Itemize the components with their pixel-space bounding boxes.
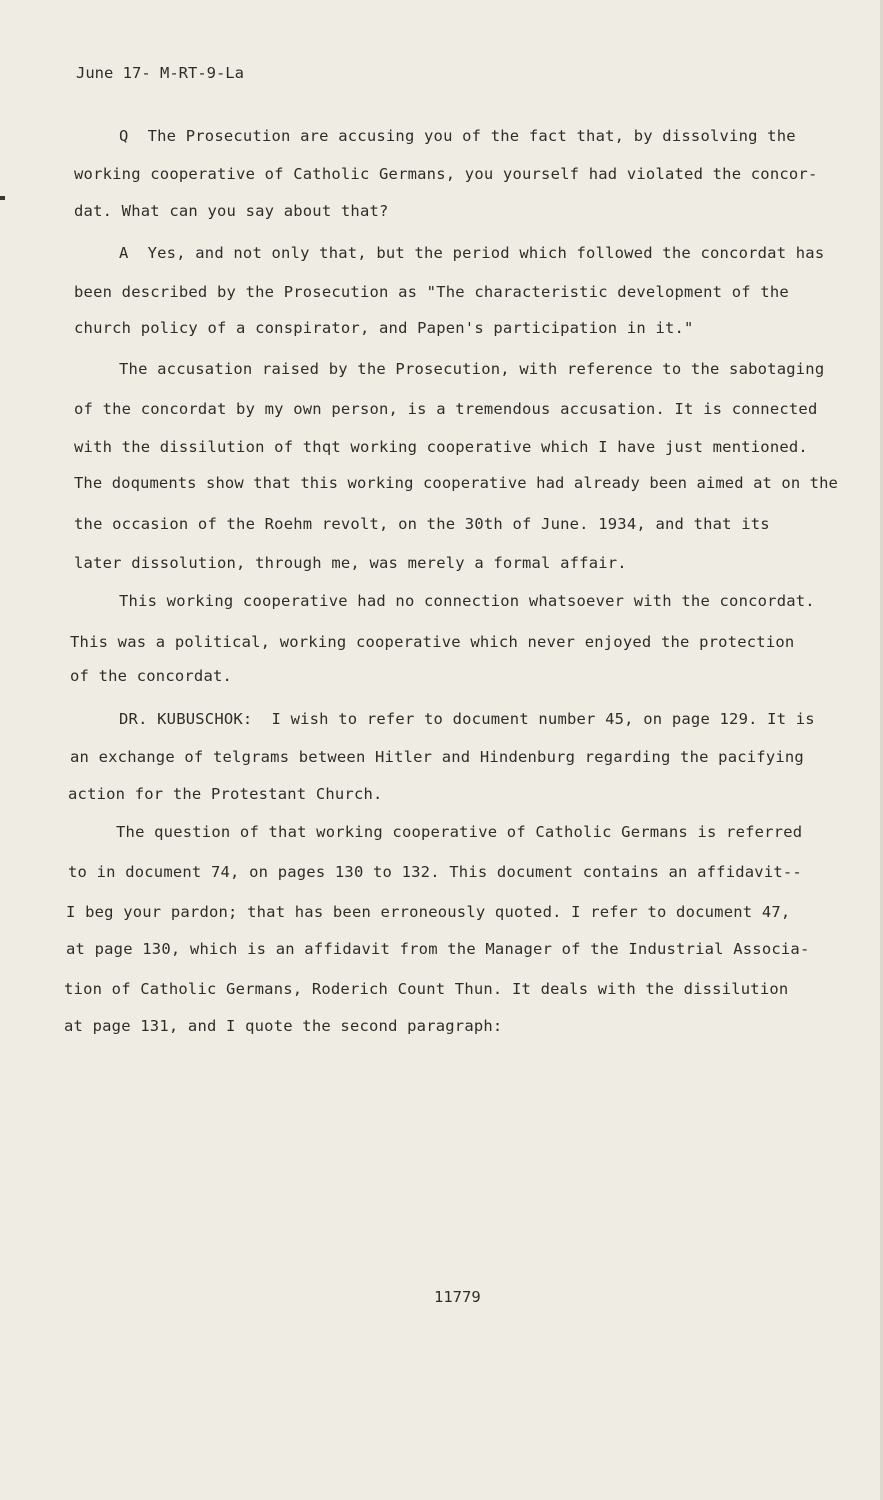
text-line: This was a political, working cooperative which never enjoyed the protection	[70, 633, 795, 651]
text-line: the occasion of the Roehm revolt, on the 30th of June. 1934, and that its	[74, 515, 770, 533]
text-line: to in document 74, on pages 130 to 132. This document contains an affidavit--	[68, 863, 802, 881]
text-line: church policy of a conspirator, and Papen's participation in it."	[74, 319, 694, 337]
text-line: of the concordat by my own person, is a tremendous accusation. It is connected	[74, 400, 818, 418]
text-line: action for the Protestant Church.	[68, 785, 383, 803]
text-line: at page 130, which is an affidavit from the Manager of the Industrial Associa-	[66, 940, 810, 958]
text-line: dat. What can you say about that?	[74, 202, 389, 220]
text-line: later dissolution, through me, was merely a formal affair.	[74, 554, 627, 572]
text-line: The accusation raised by the Prosecution, with reference to the sabotaging	[119, 360, 825, 378]
text-line: I beg your pardon; that has been erroneously quoted. I refer to document 47,	[66, 903, 791, 921]
text-line: A Yes, and not only that, but the period which followed the concordat has	[119, 244, 825, 262]
page-header: June 17- M-RT-9-La	[76, 64, 244, 82]
text-line: of the concordat.	[70, 667, 233, 685]
text-line: The question of that working cooperative of Catholic Germans is referred	[116, 823, 803, 841]
binding-mark	[0, 196, 5, 200]
text-line: working cooperative of Catholic Germans, you yourself had violated the concor-	[74, 165, 818, 183]
text-line: an exchange of telgrams between Hitler and Hindenburg regarding the pacifying	[70, 748, 804, 766]
text-line: at page 131, and I quote the second paragraph:	[64, 1017, 503, 1035]
text-line: This working cooperative had no connection whatsoever with the concordat.	[119, 592, 815, 610]
text-line: been described by the Prosecution as "The characteristic development of the	[74, 283, 789, 301]
text-line: DR. KUBUSCHOK: I wish to refer to document number 45, on page 129. It is	[119, 710, 815, 728]
text-line: Q The Prosecution are accusing you of the fact that, by dissolving the	[119, 127, 796, 145]
page-number: 11779	[434, 1288, 481, 1306]
text-line: with the dissilution of thqt working cooperative which I have just mentioned.	[74, 438, 808, 456]
text-line: The doquments show that this working cooperative had already been aimed at on the	[74, 474, 838, 492]
text-line: tion of Catholic Germans, Roderich Count Thun. It deals with the dissilution	[64, 980, 789, 998]
